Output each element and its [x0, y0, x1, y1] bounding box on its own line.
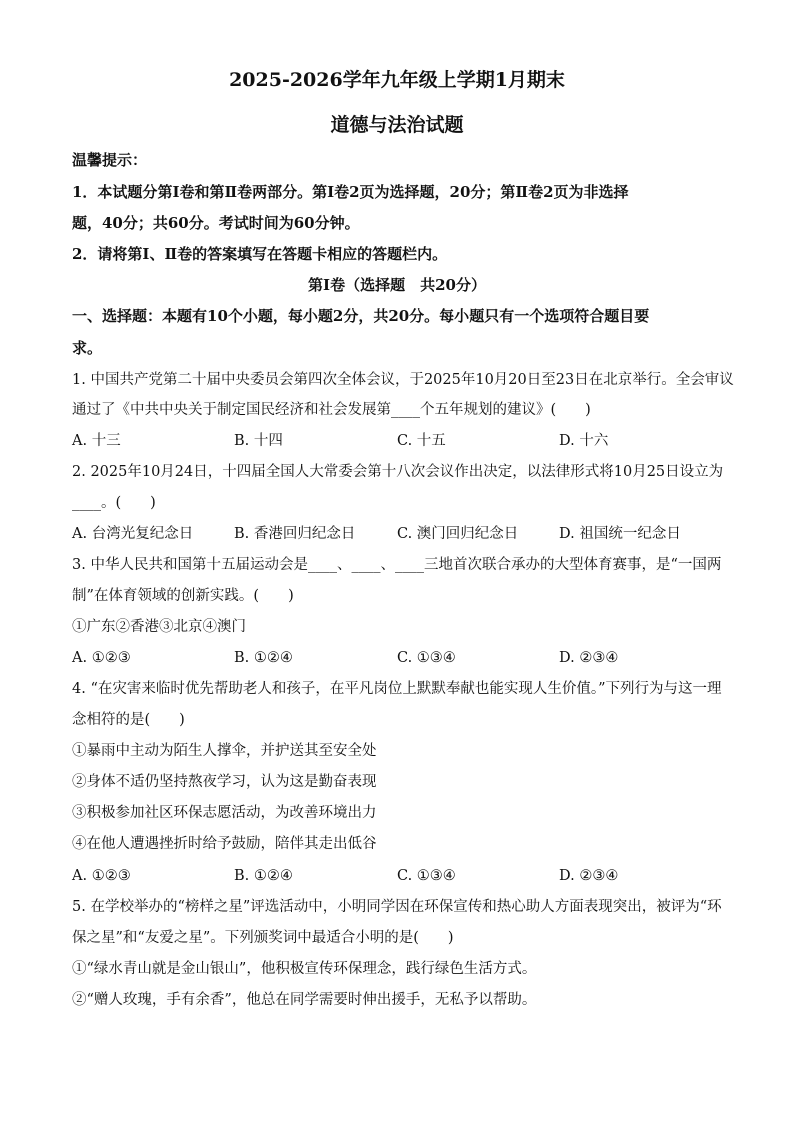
option-c: C. 澳门回归纪念日: [397, 526, 519, 542]
option-a: A. 十三: [72, 433, 121, 449]
option-b: B. 香港回归纪念日: [234, 526, 356, 542]
question-2-line-1: 2. 2025年10月24日，十四届全国人大常委会第十八次会议作出决定，以法律形式将10月25日设立为: [72, 464, 724, 480]
question-3-line-1: 3. 中华人民共和国第十五届运动会是____、____、____三地首次联合承办的大型体育赛事，是“一国两: [72, 557, 722, 573]
section-instruction-line-1: 一、选择题：本题有10个小题，每小题2分，共20分。每小题只有一个选项符合题目要: [72, 307, 650, 325]
question-5-line-3: ①“绿水青山就是金山银山”，他积极宣传环保理念，践行绿色生活方式。: [72, 961, 537, 977]
question-4-line-1: 4. “在灾害来临时优先帮助老人和孩子，在平凡岗位上默默奉献也能实现人生价值。”下列行为与这一理: [72, 681, 722, 697]
question-5-line-1: 5. 在学校举办的“榜样之星”评选活动中，小明同学因在环保宣传和热心助人方面表现突出，被评为“环: [72, 899, 722, 915]
notice-item-1-line-1: 1．本试题分第Ⅰ卷和第Ⅱ卷两部分。第Ⅰ卷2页为选择题，20分；第Ⅱ卷2页为非选择: [72, 183, 629, 201]
option-b: B. ①②④: [234, 868, 293, 884]
option-b: B. ①②④: [234, 650, 293, 666]
option-d: D. 祖国统一纪念日: [559, 526, 681, 542]
question-4-line-3: ①暴雨中主动为陌生人撑伞，并护送其至安全处: [72, 743, 377, 759]
notice-item-2: 2．请将第Ⅰ、Ⅱ卷的答案填写在答题卡相应的答题栏内。: [72, 245, 448, 263]
question-4-line-4: ②身体不适仍坚持熬夜学习，认为这是勤奋表现: [72, 774, 377, 790]
question-3-line-2: 制”在体育领域的创新实践。( ): [72, 588, 294, 604]
question-4-line-6: ④在他人遭遇挫折时给予鼓励，陪伴其走出低谷: [72, 836, 377, 852]
option-c: C. ①③④: [397, 868, 456, 884]
option-c: C. ①③④: [397, 650, 456, 666]
question-3-line-3: ①广东②香港③北京④澳门: [72, 619, 246, 635]
exam-subtitle: 道德与法治试题: [330, 114, 464, 136]
section-instruction-line-2: 求。: [72, 339, 103, 357]
option-c: C. 十五: [397, 433, 446, 449]
option-a: A. ①②③: [72, 650, 131, 666]
exam-title: 2025-2026学年九年级上学期1月期末: [229, 69, 565, 91]
notice-heading: 温馨提示：: [72, 151, 148, 169]
question-1-line-1: 1. 中国共产党第二十届中央委员会第四次全体会议，于2025年10月20日至23日在北京举行。全会审议: [72, 372, 734, 388]
question-5-line-4: ②“赠人玫瑰，手有余香”，他总在同学需要时伸出援手，无私予以帮助。: [72, 992, 537, 1008]
option-d: D. 十六: [559, 433, 609, 449]
option-a: A. 台湾光复纪念日: [72, 526, 194, 542]
question-1-line-2: 通过了《中共中央关于制定国民经济和社会发展第____个五年规划的建议》( ): [72, 402, 591, 418]
notice-item-1-line-2: 题，40分；共60分。考试时间为60分钟。: [72, 214, 360, 232]
question-2-line-2: ____。( ): [72, 495, 156, 511]
option-d: D. ②③④: [559, 868, 619, 884]
section-title: 第Ⅰ卷（选择题 共20分）: [308, 276, 486, 294]
question-4-line-5: ③积极参加社区环保志愿活动，为改善环境出力: [72, 805, 377, 821]
option-a: A. ①②③: [72, 868, 131, 884]
option-b: B. 十四: [234, 433, 283, 449]
option-d: D. ②③④: [559, 650, 619, 666]
question-5-line-2: 保之星”和“友爱之星”。下列颁奖词中最适合小明的是( ): [72, 930, 454, 946]
question-4-line-2: 念相符的是( ): [72, 712, 185, 728]
